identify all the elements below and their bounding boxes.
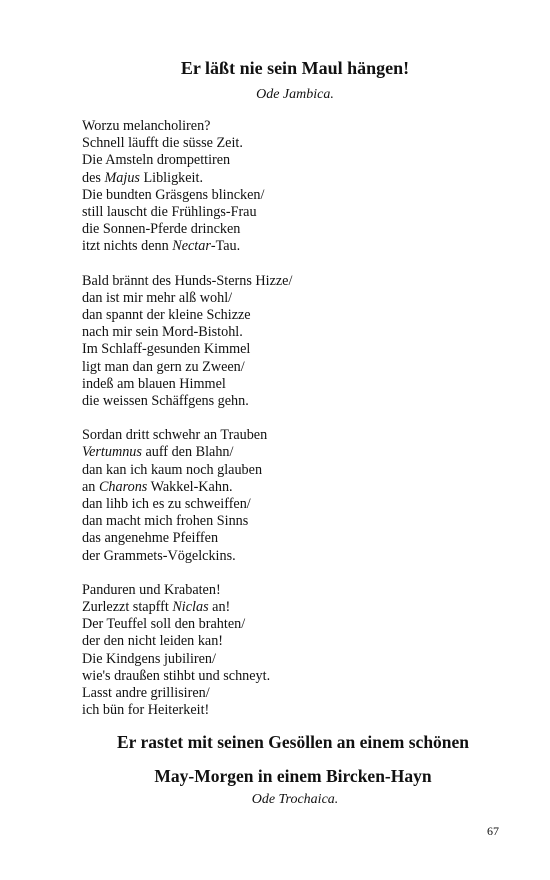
- verse-line: [82, 702, 292, 719]
- verse-line: [82, 427, 292, 444]
- verse-line: [82, 633, 292, 650]
- verse-text: der den nicht leiden kan!: [82, 633, 224, 650]
- italic-name: Charons: [98, 478, 148, 495]
- next-poem-title-line-2: May-Morgen in einem Bircken-Hayn: [154, 766, 432, 786]
- verse-line: [82, 221, 292, 238]
- page-number: 67: [487, 824, 499, 838]
- stanza: [82, 118, 292, 256]
- verse-text: Lasst andre grillisiren/: [82, 685, 210, 702]
- verse-text: -Tau.: [210, 238, 241, 255]
- verse-text: an!: [208, 599, 231, 616]
- verse-line: [82, 341, 292, 358]
- verse-line: [82, 238, 292, 255]
- verse-line: [82, 530, 292, 547]
- verse-text: Panduren und Krabaten!: [82, 581, 221, 598]
- verse-text: dan lihb ich es zu schweiffen/: [82, 496, 251, 513]
- verse-text: Die bundten Gräsgens blincken/: [82, 186, 265, 203]
- verse-line: [82, 444, 292, 461]
- verse-line: [82, 152, 292, 169]
- verse-text: Bald brännt des Hunds-Sterns Hizze/: [82, 272, 293, 289]
- verse-text: indeß am blauen Himmel: [82, 375, 226, 392]
- poem-title: Er läßt nie sein Maul hängen!: [180, 58, 410, 78]
- verse-line: [82, 393, 292, 410]
- verse-text: des: [82, 169, 105, 186]
- verse-text: ligt man dan gern zu Zween/: [82, 358, 245, 375]
- verse-line: [82, 324, 292, 341]
- verse-line: [82, 462, 292, 479]
- verse-line: [82, 582, 292, 599]
- verse-line: [82, 273, 292, 290]
- verse-line: [82, 479, 292, 496]
- verse-line: [82, 513, 292, 530]
- verse-text: die Sonnen-Pferde drincken: [82, 221, 241, 238]
- verse-text: Schnell läufft die süsse Zeit.: [82, 135, 243, 152]
- verse-line: [82, 496, 292, 513]
- stanza: [82, 582, 292, 720]
- verse-line: [82, 685, 292, 702]
- stanza: [82, 273, 292, 411]
- verse-text: Zurlezzt stapfft: [82, 599, 173, 616]
- verse-line: [82, 376, 292, 393]
- verse-line: [82, 359, 292, 376]
- verse-text: Die Amsteln drompettiren: [82, 152, 231, 169]
- verse-text: Im Schlaff-gesunden Kimmel: [82, 341, 251, 358]
- next-poem-subtitle: Ode Trochaica.: [251, 792, 339, 807]
- italic-name: Vertumnus: [82, 444, 142, 461]
- verse-text: dan spannt der kleine Schizze: [82, 307, 251, 324]
- verse-text: an: [82, 478, 99, 495]
- verse-line: [82, 616, 292, 633]
- verse-text: Libligkeit.: [139, 169, 203, 186]
- verse-text: ich bün for Heiterkeit!: [82, 702, 210, 719]
- verse-text: dan macht mich frohen Sinns: [82, 513, 249, 530]
- verse-line: [82, 135, 292, 152]
- verse-text: Die Kindgens jubiliren/: [82, 650, 216, 667]
- verse-line: [82, 204, 292, 221]
- verse-line: [82, 668, 292, 685]
- verse-line: [82, 290, 292, 307]
- italic-name: Niclas: [172, 599, 209, 616]
- verse-line: [82, 118, 292, 135]
- verse-text: itzt nichts denn: [82, 238, 173, 255]
- verse-line: [82, 187, 292, 204]
- verse-line: [82, 307, 292, 324]
- poem-subtitle: Ode Jambica.: [256, 87, 334, 102]
- italic-name: Nectar: [172, 238, 211, 255]
- verse-text: Wakkel-Kahn.: [147, 478, 233, 495]
- verse-text: dan kan ich kaum noch glauben: [82, 461, 263, 478]
- verse-text: der Grammets-Vögelckins.: [82, 547, 236, 564]
- verse-text: die weissen Schäffgens gehn.: [82, 393, 249, 410]
- verse-line: [82, 651, 292, 668]
- verse-text: nach mir sein Mord-Bistohl.: [82, 324, 243, 341]
- poem-body: [82, 118, 292, 737]
- verse-text: Der Teuffel soll den brahten/: [82, 616, 246, 633]
- verse-text: Worzu melancholiren?: [82, 118, 211, 134]
- verse-text: Sordan dritt schwehr an Trauben: [82, 427, 268, 444]
- verse-text: auff den Blahn/: [141, 444, 234, 461]
- verse-line: [82, 599, 292, 616]
- next-poem-title-line-1: Er rastet mit seinen Gesöllen an einem schönen: [116, 732, 470, 752]
- verse-text: still lauscht die Frühlings-Frau: [82, 204, 257, 221]
- verse-text: dan ist mir mehr alß wohl/: [82, 289, 233, 306]
- verse-text: wie's draußen stihbt und schneyt.: [82, 667, 271, 684]
- stanza: [82, 427, 292, 565]
- verse-line: [82, 548, 292, 565]
- verse-line: [82, 170, 292, 187]
- verse-text: das angenehme Pfeiffen: [82, 530, 219, 547]
- italic-name: Majus: [104, 169, 140, 186]
